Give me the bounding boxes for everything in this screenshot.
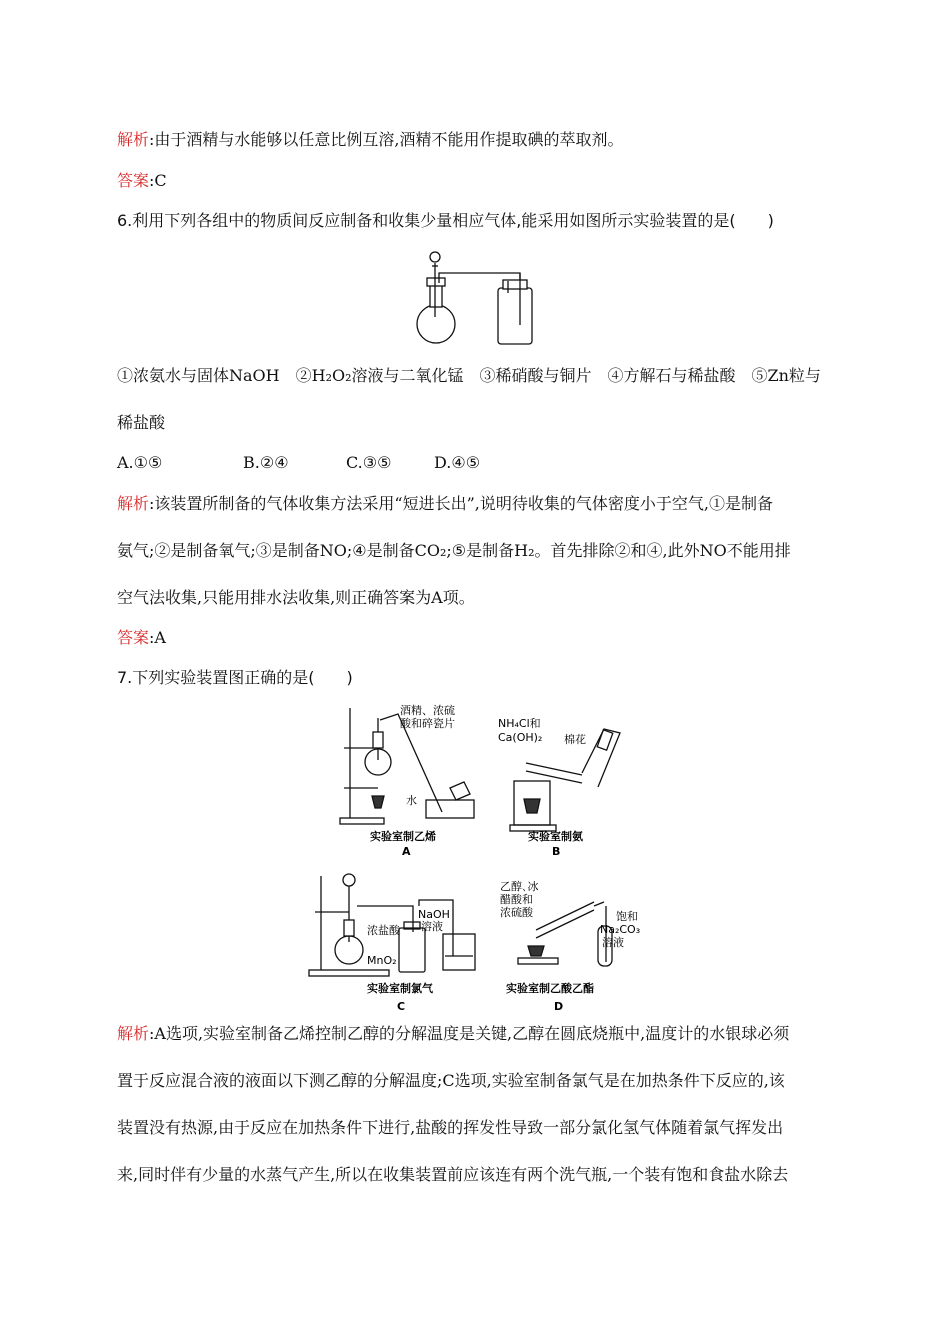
fig-d-r3: 浓硫酸 — [500, 906, 533, 919]
q6-options-line1: ①浓氨水与固体NaOH ②H₂O₂溶液与二氧化锰 ③稀硝酸与铜片 ④方解石与稀盐酸 ⑤Zn粒与 — [117, 366, 821, 385]
figure-b-ammonia — [496, 715, 656, 860]
choice-b[interactable]: B.②④ — [243, 453, 289, 472]
fig-a-caption: 实验室制乙烯 — [370, 830, 436, 843]
q7-explanation-2: 置于反应混合液的液面以下测乙醇的分解温度;C选项,实验室制备氯气是在加热条件下反应的,该 — [117, 1071, 785, 1090]
explain-label: 解析 — [117, 494, 150, 513]
fig-d-s3: 溶液 — [602, 936, 624, 949]
answer-label: 答案 — [117, 628, 150, 647]
fig-b-reagent1: NH₄Cl和 — [498, 717, 541, 730]
fig-a-letter: A — [402, 845, 411, 858]
q6-stem: 6.利用下列各组中的物质间反应制备和收集少量相应气体,能采用如图所示实验装置的是( ) — [117, 211, 774, 230]
choice-c[interactable]: C.③⑤ — [346, 453, 392, 472]
fig-c-mno2: MnO₂ — [367, 954, 397, 967]
answer-text: :A — [149, 628, 166, 647]
fig-d-r1: 乙醇､冰 — [500, 880, 539, 893]
q7-explanation-4: 来,同时伴有少量的水蒸气产生,所以在收集装置前应该连有两个洗气瓶,一个装有饱和食盐水除去 — [117, 1165, 789, 1184]
fig-c-naoh2: 溶液 — [421, 920, 443, 933]
fig-b-cotton: 棉花 — [564, 733, 586, 746]
figure-a-ethylene — [338, 700, 488, 860]
fig-d-caption: 实验室制乙酸乙酯 — [506, 982, 594, 995]
q6-apparatus-figure — [412, 245, 542, 350]
fig-b-reagent2: Ca(OH)₂ — [498, 731, 543, 744]
q6-options-line2: 稀盐酸 — [117, 413, 166, 432]
explanation-text: :A选项,实验室制备乙烯控制乙醇的分解温度是关键,乙醇在圆底烧瓶中,温度计的水银球必须 — [149, 1024, 790, 1043]
fig-a-label2: 酸和碎瓷片 — [400, 717, 455, 730]
fig-c-naoh1: NaOH — [418, 908, 450, 921]
choice-a[interactable]: A.①⑤ — [117, 453, 163, 472]
choice-d[interactable]: D.④⑤ — [434, 453, 481, 472]
q6-explanation-2: 氨气;②是制备氧气;③是制备NO;④是制备CO₂;⑤是制备H₂。首先排除②和④,此外NO不能用排 — [117, 541, 791, 560]
fig-c-acid: 浓盐酸 — [367, 924, 400, 937]
q6-explanation-3: 空气法收集,只能用排水法收集,则正确答案为A项。 — [117, 588, 475, 607]
answer-label: 答案 — [117, 171, 150, 190]
q7-stem: 7.下列实验装置图正确的是( ) — [117, 668, 353, 687]
prev-answer — [117, 171, 167, 191]
fig-d-r2: 醋酸和 — [500, 893, 533, 906]
fig-c-caption: 实验室制氯气 — [367, 982, 433, 995]
fig-d-letter: D — [554, 1000, 564, 1013]
q7-explanation-1 — [117, 1024, 789, 1044]
fig-a-water: 水 — [406, 794, 417, 807]
fig-a-label1: 酒精、浓硫 — [400, 704, 455, 717]
figure-d-ester — [498, 878, 658, 1018]
q7-explanation-3: 装置没有热源,由于反应在加热条件下进行,盐酸的挥发性导致一部分氯化氢气体随着氯气挥发出 — [117, 1118, 784, 1137]
figure-c-chlorine — [305, 872, 500, 1020]
explanation-text: :由于酒精与水能够以任意比例互溶,酒精不能用作提取碘的萃取剂。 — [149, 130, 624, 149]
fig-d-s1: 饱和 — [616, 910, 638, 923]
explain-label: 解析 — [117, 1024, 150, 1043]
fig-d-s2: Na₂CO₃ — [600, 923, 641, 936]
fig-c-letter: C — [397, 1000, 406, 1013]
q6-answer — [117, 628, 166, 648]
fig-b-letter: B — [552, 845, 561, 858]
prev-explanation — [117, 130, 624, 150]
explanation-text: :该装置所制备的气体收集方法采用“短进长出”,说明待收集的气体密度小于空气,①是制备 — [149, 494, 773, 513]
answer-text: :C — [149, 171, 167, 190]
explain-label: 解析 — [117, 130, 150, 149]
fig-b-caption: 实验室制氨 — [528, 830, 583, 843]
q6-explanation-1 — [117, 494, 773, 514]
